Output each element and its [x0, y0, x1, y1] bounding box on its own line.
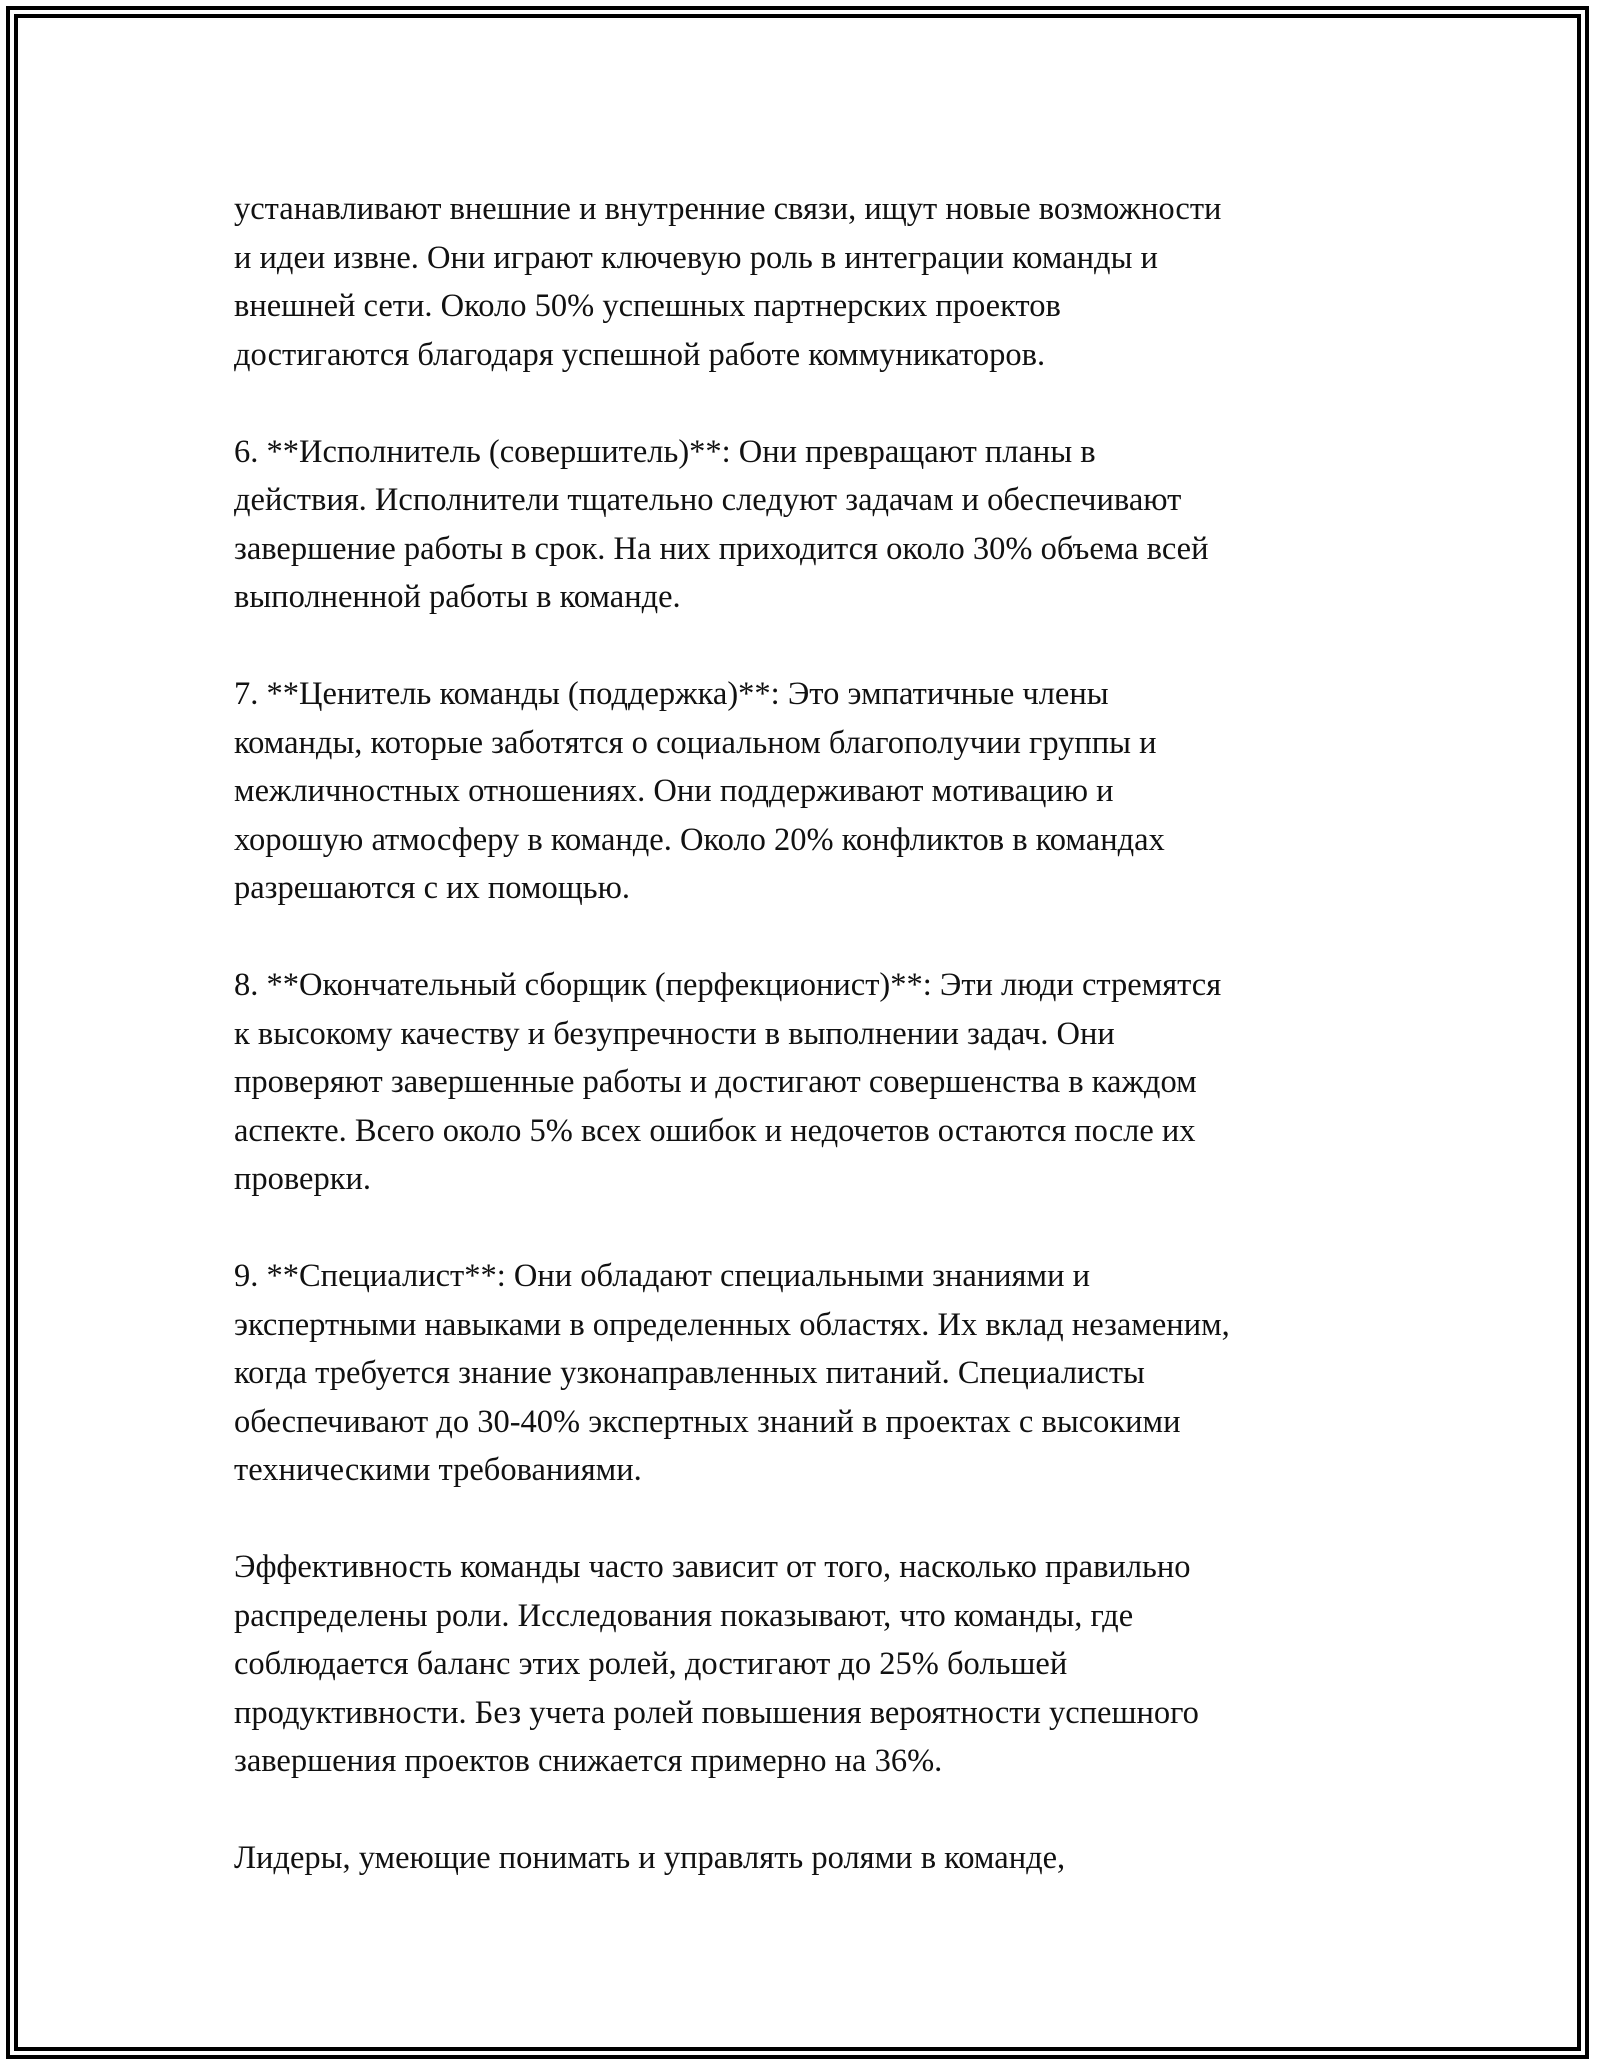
text-line: внешней сети. Около 50% успешных партнерских проектов: [234, 288, 1061, 324]
text-line: межличностных отношениях. Они поддерживают мотивацию и: [234, 773, 1114, 809]
text-line: соблюдается баланс этих ролей, достигают до 25% большей: [234, 1646, 1068, 1682]
text-line: завершение работы в срок. На них приходится около 30% объема всей: [234, 530, 1209, 567]
text-line: Эффективность команды часто зависит от того, насколько правильно: [234, 1549, 1191, 1585]
document-body: [234, 185, 1374, 1883]
paragraph-role-6-implementer: [234, 428, 1374, 622]
text-line: аспекте. Всего около 5% всех ошибок и недочетов остаются после их: [234, 1112, 1196, 1149]
text-line: проверки.: [234, 1161, 372, 1197]
text-line: завершения проектов снижается примерно на 36%.: [234, 1743, 943, 1779]
text-line: к высокому качеству и безупречности в выполнении задач. Они: [234, 1015, 1115, 1052]
paragraph-leaders: [234, 1834, 1374, 1883]
paragraph-role-9-specialist: [234, 1252, 1374, 1495]
text-line: 7. **Ценитель команды (поддержка)**: Это эмпатичные члены: [234, 676, 1109, 712]
text-line: распределены роли. Исследования показывают, что команды, где: [234, 1597, 1134, 1634]
text-line: команды, которые заботятся о социальном благополучии группы и: [234, 724, 1157, 761]
text-line: устанавливают внешние и внутренние связи, ищут новые возможности: [234, 191, 1222, 227]
text-line: 6. **Исполнитель (совершитель)**: Они превращают планы в: [234, 433, 1096, 470]
text-line: 8. **Окончательный сборщик (перфекционист)**: Эти люди стремятся: [234, 967, 1222, 1003]
text-line: проверяют завершенные работы и достигают совершенства в каждом: [234, 1064, 1197, 1100]
text-line: разрешаются с их помощью.: [234, 870, 630, 906]
text-line: экспертными навыками в определенных областях. Их вклад незаменим,: [234, 1306, 1230, 1343]
text-line: хорошую атмосферу в команде. Около 20% конфликтов в командах: [234, 821, 1165, 858]
text-line: обеспечивают до 30-40% экспертных знаний в проектах с высокими: [234, 1403, 1181, 1440]
text-line: выполненной работы в команде.: [234, 579, 681, 615]
text-line: действия. Исполнители тщательно следуют задачам и обеспечивают: [234, 482, 1182, 518]
text-line: достигаются благодаря успешной работе коммуникаторов.: [234, 336, 1046, 373]
paragraph-communicator-continued: [234, 185, 1374, 379]
text-line: Лидеры, умеющие понимать и управлять ролями в команде,: [234, 1840, 1066, 1876]
text-line: 9. **Специалист**: Они обладают специальными знаниями и: [234, 1258, 1090, 1294]
text-line: техническими требованиями.: [234, 1452, 642, 1488]
paragraph-role-8-completer-finisher: [234, 961, 1374, 1204]
text-line: и идеи извне. Они играют ключевую роль в интеграции команды и: [234, 239, 1158, 276]
text-line: продуктивности. Без учета ролей повышения вероятности успешного: [234, 1694, 1199, 1731]
paragraph-role-7-teamworker: [234, 670, 1374, 913]
text-line: когда требуется знание узконаправленных питаний. Специалисты: [234, 1355, 1145, 1391]
paragraph-team-effectiveness: [234, 1543, 1374, 1786]
